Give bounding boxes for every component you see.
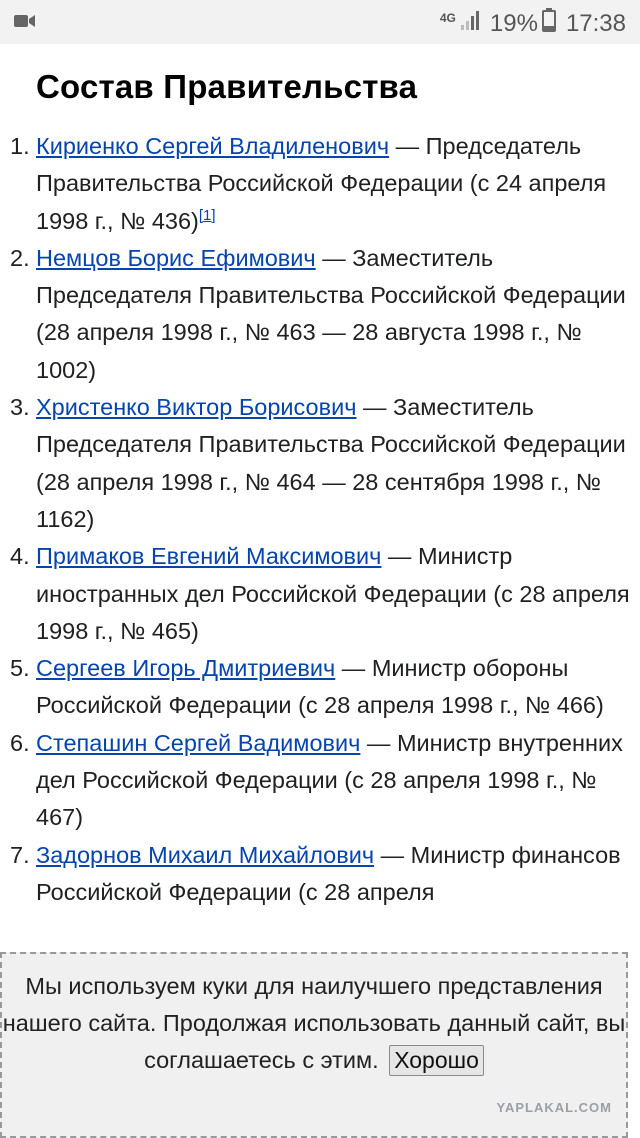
video-camera-icon	[14, 12, 36, 35]
list-item-number: 5.	[10, 655, 30, 682]
list-item	[0, 837, 630, 912]
signal-icon	[460, 9, 482, 38]
member-position: — Министр иностранных дел Российской Федерации (с 28 апреля 1998 г., № 465)	[36, 543, 630, 644]
list-item-number: 6.	[10, 729, 30, 756]
cookie-accept-button[interactable]: Хорошо	[389, 1045, 484, 1076]
list-item-number: 1.	[10, 133, 30, 159]
list-item	[0, 650, 630, 725]
list-item	[0, 389, 630, 538]
member-position: — Заместитель Председателя Правительства Российской Федерации (28 апреля 1998 г., № 463 — 28 августа 1998 г., № 1002)	[36, 244, 626, 383]
battery-percent: 19%	[489, 9, 538, 37]
member-name-link[interactable]: Примаков Евгений Максимович	[36, 543, 382, 570]
members-list	[0, 128, 630, 911]
member-name-link[interactable]: Кириенко Сергей Владиленович	[36, 133, 390, 159]
reference-link[interactable]: [1]	[198, 206, 216, 224]
status-bar	[0, 0, 640, 44]
member-name-link[interactable]: Задорнов Михаил Михайлович	[36, 841, 375, 868]
list-item	[0, 725, 630, 837]
section-title: Состав Правительства	[36, 68, 418, 105]
list-item	[0, 538, 630, 650]
list-item-number: 7.	[10, 841, 30, 868]
member-position: — Председатель Правительства Российской Федерации (с 24 апреля 1998 г., № 436)	[36, 133, 607, 234]
status-icons	[440, 8, 626, 39]
member-name-link[interactable]: Немцов Борис Ефимович	[36, 244, 316, 271]
network-type: 4G	[439, 10, 456, 25]
list-item-number: 4.	[10, 543, 30, 570]
watermark-logo: YAPLAKAL.COM	[496, 1100, 612, 1115]
battery-icon	[542, 8, 556, 39]
reference-sup	[199, 207, 216, 224]
list-item-number: 2.	[10, 244, 30, 271]
member-name-link[interactable]: Сергеев Игорь Дмитриевич	[36, 655, 336, 682]
member-position: — Заместитель Председателя Правительства Российской Федерации (28 апреля 1998 г., № 464 — 28 сентября 1998 г., № 1162)	[36, 394, 626, 532]
member-position: — Министр внутренних дел Российской Федерации (с 28 апреля 1998 г., № 467)	[36, 729, 623, 831]
cookie-message: Мы используем куки для наилучшего представления нашего сайта. Продолжая использовать данный сайт, вы соглашаетесь с этим.	[2, 973, 626, 1073]
member-position: — Министр финансов Российской Федерации (с 28 апреля	[36, 841, 621, 905]
member-name-link[interactable]: Степашин Сергей Вадимович	[36, 729, 361, 756]
member-position: — Министр обороны Российской Федерации (с 28 апреля 1998 г., № 466)	[36, 655, 604, 719]
member-name-link[interactable]: Христенко Виктор Борисович	[36, 394, 357, 421]
clock: 17:38	[565, 9, 626, 37]
list-item-number: 3.	[10, 394, 30, 421]
list-item	[0, 240, 630, 389]
list-item	[0, 128, 630, 240]
